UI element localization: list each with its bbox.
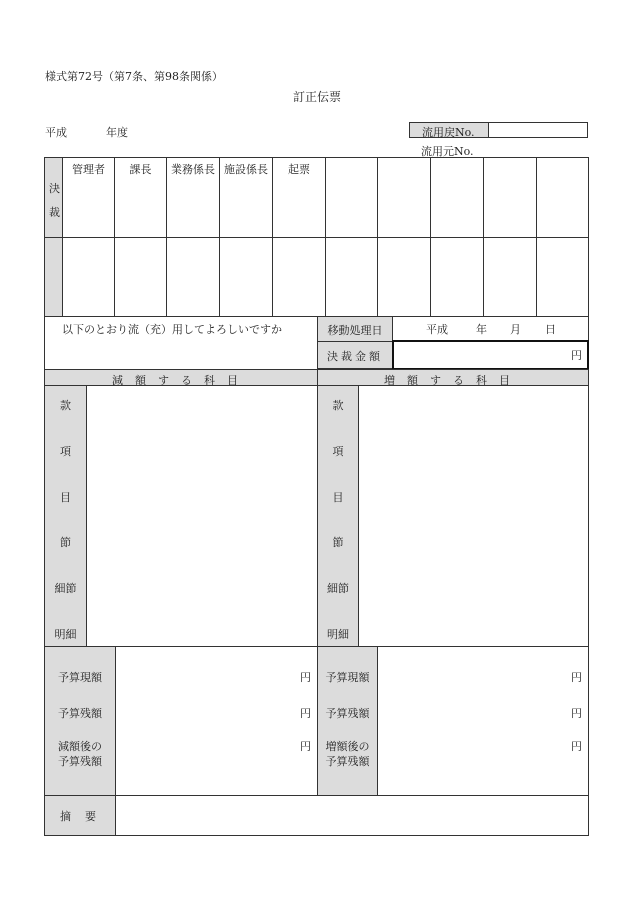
decrease-row-meisai: 明細 [54,628,77,641]
summary-label: 摘要 [60,810,110,823]
era-label: 平成 [45,126,67,139]
approval-col-section-chief: 課長 [129,163,152,176]
decrease-row-setsu: 節 [60,536,71,549]
increase-row-meisai: 明細 [327,628,349,641]
ryuyo-modoshi-no-field[interactable] [488,122,588,138]
decrease-budget-remaining-label: 予算残額 [58,707,102,720]
transfer-date-era: 平成 [426,323,448,336]
decrease-row-kou: 項 [60,445,71,458]
form-number: 様式第72号（第7条、第98条関係） [45,70,223,83]
decrease-budget-remaining-unit: 円 [300,707,311,720]
transfer-date-month: 月 [510,323,521,336]
decrease-row-kan: 款 [60,399,71,412]
increase-row-setsu: 節 [332,536,344,549]
request-statement: 以下のとおり流（充）用してよろしいですか [62,323,282,336]
increase-row-kan: 款 [332,399,344,412]
after-increase-label-1: 増額後の [325,740,370,753]
increase-budget-remaining-label: 予算残額 [325,707,370,720]
ryuyo-moto-no-label: 流用元No. [421,145,474,158]
ryuyo-modoshi-no-label: 流用戻No. [409,122,489,138]
decrease-header: 減額する科目 [44,369,318,386]
decrease-budget-current-label: 予算現額 [58,671,102,684]
approval-col-business-chief: 業務係長 [171,163,215,176]
decrease-budget-current-unit: 円 [300,671,311,684]
summary-field[interactable] [116,796,588,835]
approval-col-manager: 管理者 [72,163,105,176]
after-decrease-unit: 円 [300,740,311,753]
page-title: 訂正伝票 [293,90,342,104]
approval-amount-label: 決裁金額 [317,341,393,369]
increase-row-saisetsu: 細節 [327,582,349,595]
increase-header: 増額する科目 [317,369,589,386]
transfer-date-day: 日 [545,323,556,336]
increase-budget-current-unit: 円 [571,671,582,684]
approval-amount-unit: 円 [571,349,582,362]
approval-col-facility-chief: 施設係長 [224,163,268,176]
after-decrease-label-1: 減額後の [58,740,102,753]
increase-budget-current-label: 予算現額 [325,671,370,684]
transfer-date-label: 移動処理日 [317,316,393,342]
after-increase-unit: 円 [571,740,582,753]
increase-row-moku: 目 [332,491,344,504]
increase-budget-remaining-unit: 円 [571,707,582,720]
approval-amount-field[interactable] [392,340,589,370]
approval-col-drafter: 起票 [288,163,310,176]
decrease-row-moku: 目 [60,491,71,504]
transfer-date-year: 年 [476,323,487,336]
increase-row-kou: 項 [332,445,344,458]
fiscal-year-label: 年度 [106,126,128,139]
approval-side-label-2: 裁 [49,206,60,219]
approval-side-label-1: 決 [49,182,60,195]
after-increase-label-2: 予算残額 [325,755,370,768]
after-decrease-label-2: 予算残額 [58,755,102,768]
decrease-row-saisetsu: 細節 [54,582,77,595]
